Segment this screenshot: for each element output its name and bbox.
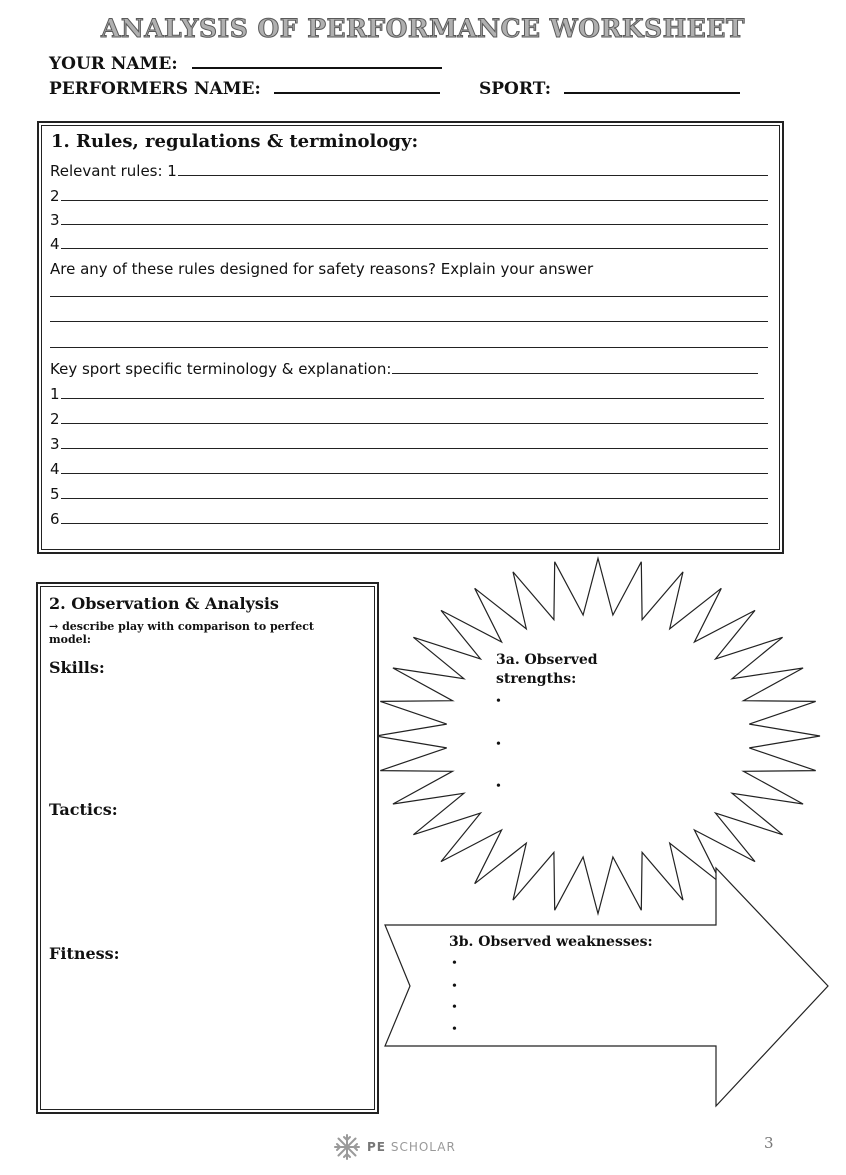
your-name-label: YOUR NAME:	[49, 54, 178, 74]
arrow-right-icon: →	[49, 620, 59, 633]
fitness-label: Fitness:	[49, 944, 120, 963]
term-number: 4	[50, 460, 60, 478]
term-number: 3	[50, 435, 60, 453]
term-number: 5	[50, 485, 60, 503]
weakness-bullet-3[interactable]: •	[452, 1000, 457, 1015]
observation-section	[36, 582, 379, 1114]
sport-label: SPORT:	[479, 79, 552, 99]
strength-bullet-2[interactable]: •	[496, 737, 501, 752]
rules-label: Relevant rules: 1	[50, 162, 177, 180]
snowflake-icon	[333, 1133, 361, 1161]
terminology-label: Key sport specific terminology & explanation:	[50, 360, 392, 378]
pe-scholar-logo	[333, 1133, 456, 1161]
strengths-heading-line1: 3a. Observed	[496, 652, 598, 668]
observation-subheading-text: describe play with comparison to perfect model:	[49, 620, 314, 646]
tactics-label: Tactics:	[49, 800, 118, 819]
observation-heading: 2. Observation & Analysis	[49, 594, 279, 613]
observation-subheading	[49, 620, 349, 646]
rules-section-heading: 1. Rules, regulations & terminology:	[51, 131, 419, 152]
strengths-heading-line2: strengths:	[496, 671, 577, 687]
rule-number: 2	[50, 187, 60, 205]
strength-bullet-3[interactable]: •	[496, 779, 501, 794]
term-number: 1	[50, 385, 60, 403]
weakness-bullet-4[interactable]: •	[452, 1022, 457, 1037]
logo-scholar: SCHOLAR	[390, 1140, 456, 1154]
term-number: 2	[50, 410, 60, 428]
weaknesses-heading: 3b. Observed weaknesses:	[449, 934, 653, 950]
performers-name-label: PERFORMERS NAME:	[49, 79, 261, 99]
page-number: 3	[764, 1134, 774, 1152]
skills-label: Skills:	[49, 658, 105, 677]
strength-bullet-1[interactable]: •	[496, 694, 501, 709]
strengths-heading	[496, 651, 598, 689]
rule-number: 4	[50, 235, 60, 253]
weakness-bullet-2[interactable]: •	[452, 979, 457, 994]
rule-number: 3	[50, 211, 60, 229]
footer-logo-text	[367, 1140, 456, 1154]
starburst-shape	[376, 558, 820, 913]
logo-pe: PE	[367, 1140, 386, 1154]
safety-question: Are any of these rules designed for safety reasons? Explain your answer	[50, 260, 594, 278]
weakness-bullet-1[interactable]: •	[452, 956, 457, 971]
page-title: ANALYSIS OF PERFORMANCE WORKSHEET	[101, 14, 745, 43]
term-number: 6	[50, 510, 60, 528]
